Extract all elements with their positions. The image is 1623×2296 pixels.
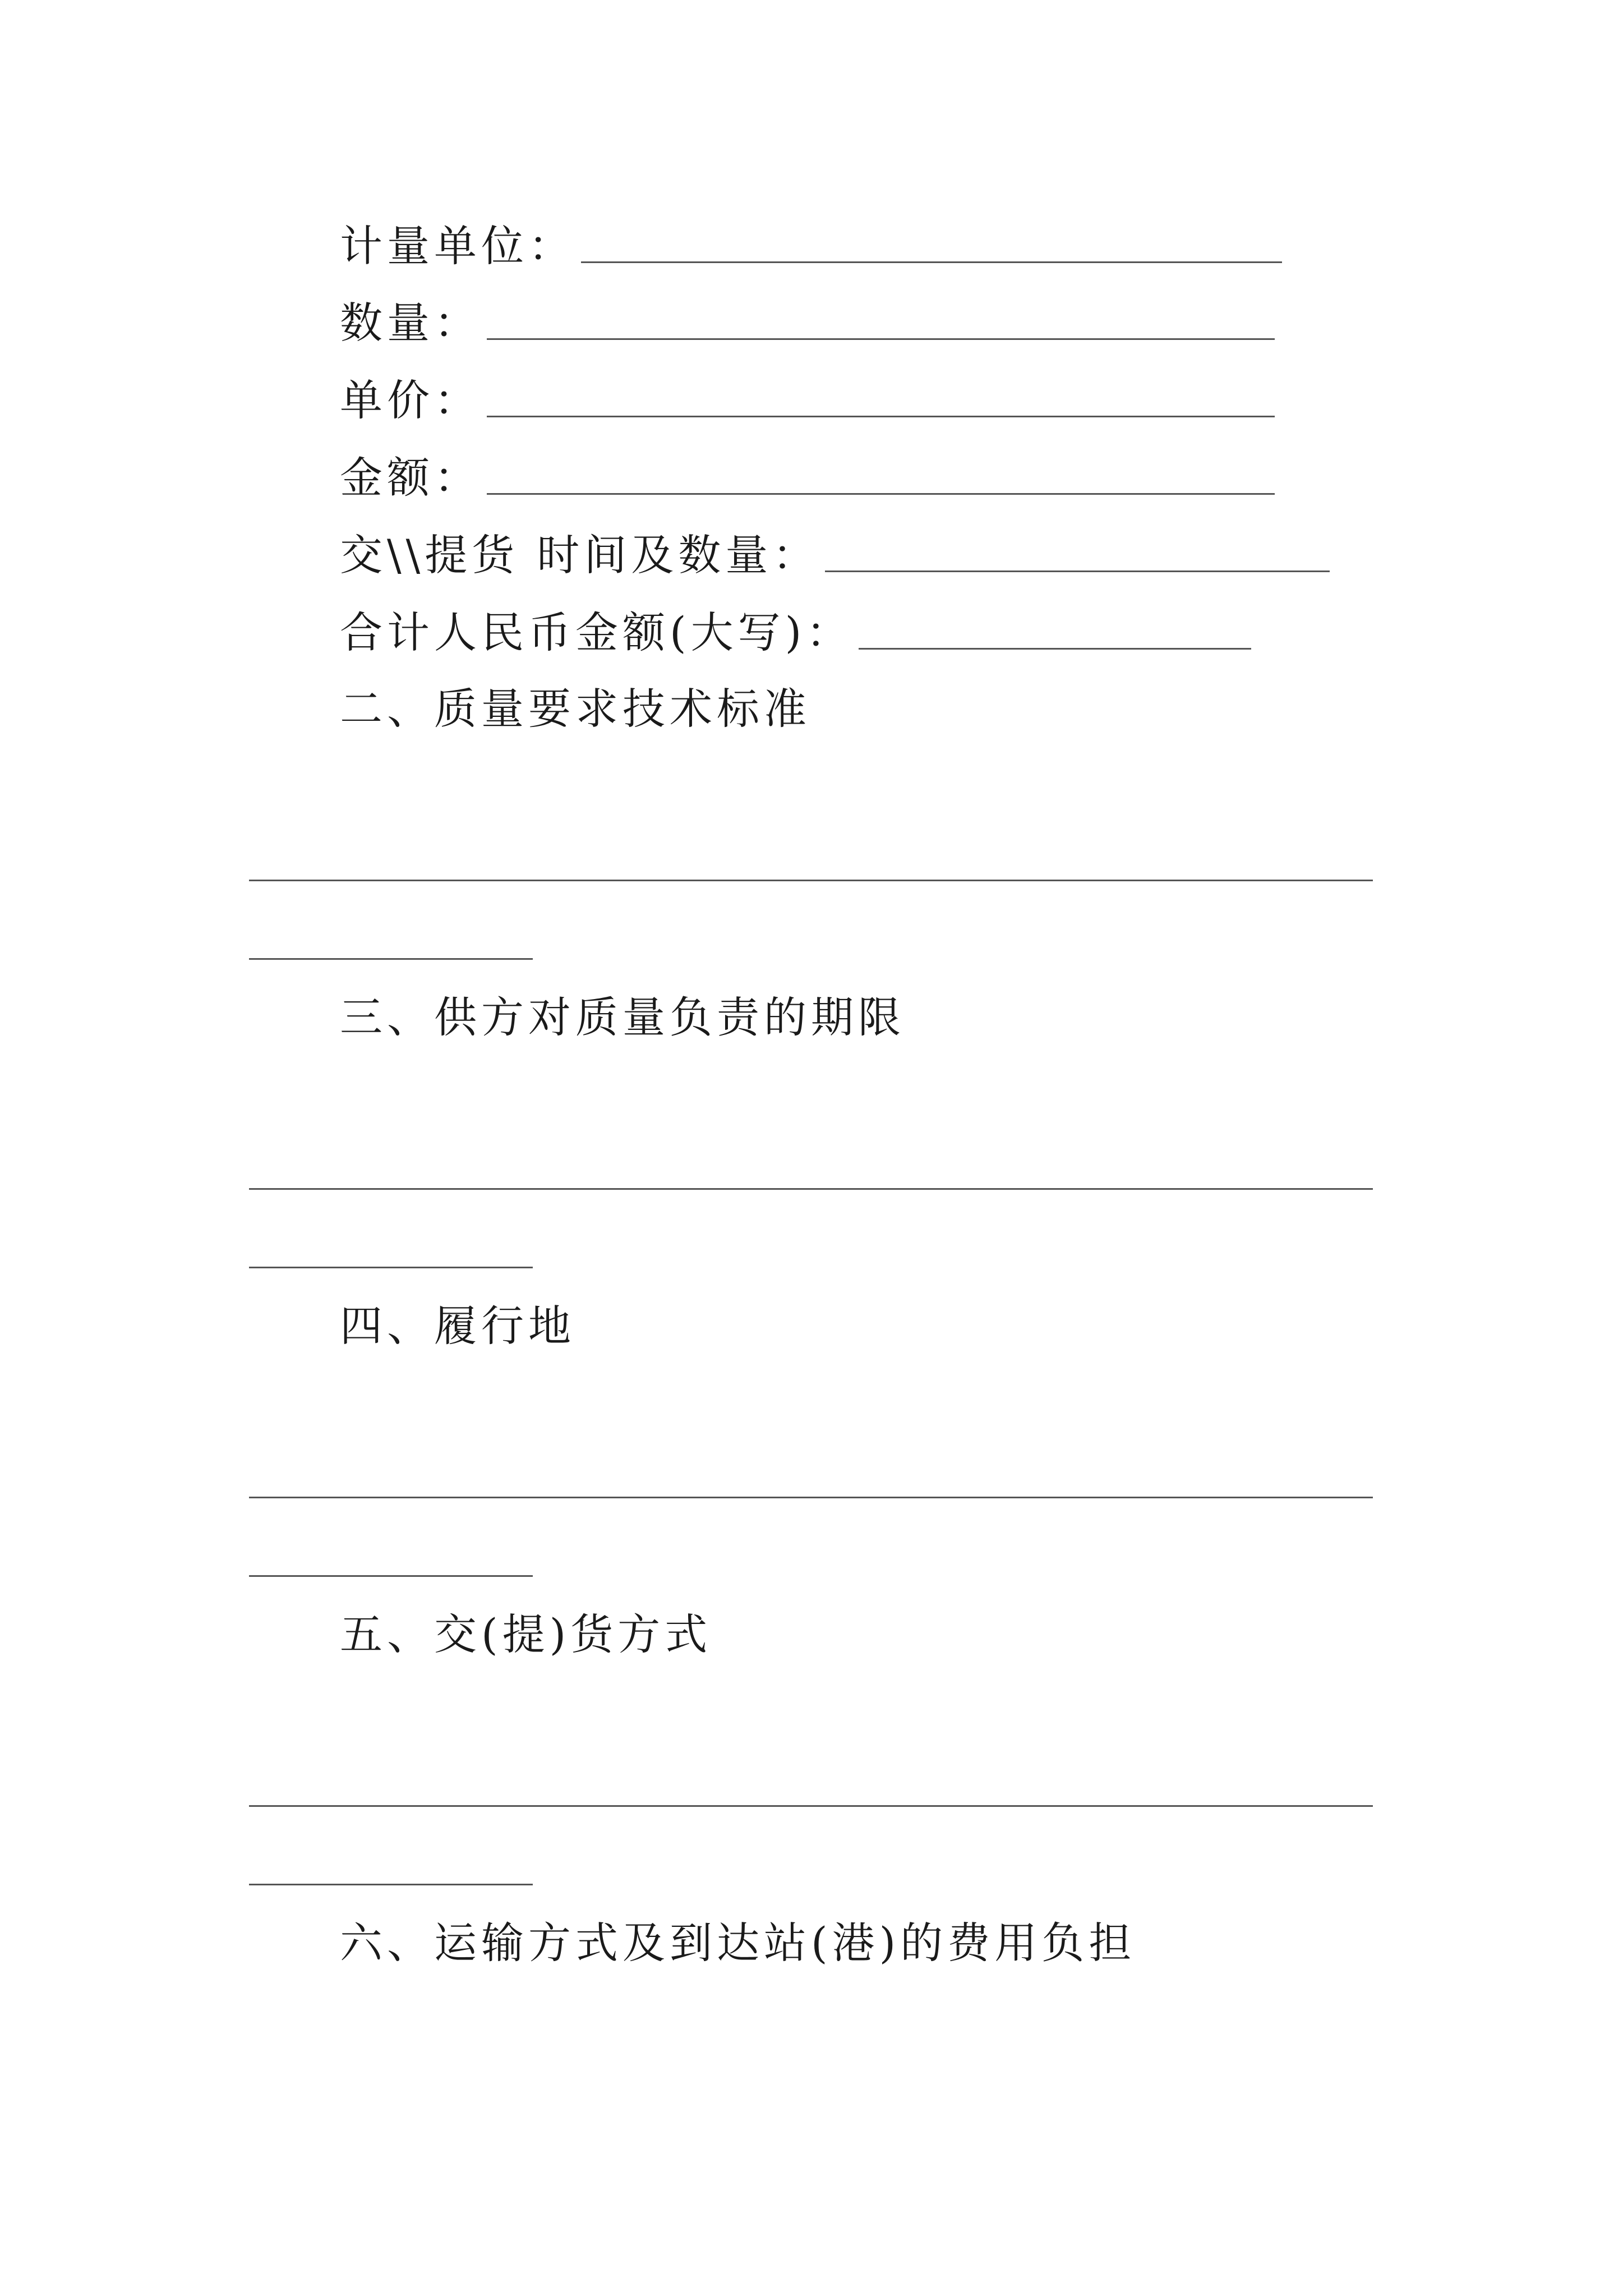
field-unit-of-measure	[340, 210, 1282, 272]
field-label: 交\\提货 时间及数量：	[340, 530, 820, 580]
fill-in-blank[interactable]	[581, 261, 1282, 263]
section-heading-quality-period: 三、供方对质量负责的期限	[340, 992, 905, 1042]
fill-in-line[interactable]	[249, 1497, 1373, 1498]
field-delivery-time-quantity	[340, 519, 1330, 581]
field-unit-price	[340, 365, 1275, 426]
section-heading-transport-costs: 六、运输方式及到达站(港)的费用负担	[340, 1918, 1136, 1968]
fill-in-line[interactable]	[249, 880, 1373, 881]
field-label: 金额：	[340, 453, 481, 503]
field-label: 数量：	[340, 298, 481, 348]
section-heading-delivery-method: 五、交(提)货方式	[340, 1609, 712, 1659]
field-total-amount-in-words	[340, 597, 1251, 659]
section-heading-quality-standard: 二、质量要求技术标准	[340, 684, 811, 734]
field-quantity	[340, 287, 1275, 349]
fill-in-line[interactable]	[249, 1884, 533, 1885]
fill-in-line[interactable]	[249, 958, 533, 960]
fill-in-blank[interactable]	[487, 338, 1275, 340]
fill-in-line[interactable]	[249, 1188, 1373, 1190]
field-label: 单价：	[340, 375, 481, 425]
fill-in-line[interactable]	[249, 1805, 1373, 1807]
field-label: 合计人民币金额(大写)：	[340, 608, 854, 657]
section-heading-place-of-performance: 四、履行地	[340, 1301, 575, 1351]
fill-in-line[interactable]	[249, 1267, 533, 1268]
fill-in-blank[interactable]	[487, 416, 1275, 417]
fill-in-blank[interactable]	[487, 493, 1275, 495]
fill-in-blank[interactable]	[825, 570, 1330, 572]
fill-in-blank[interactable]	[859, 648, 1251, 650]
field-label: 计量单位：	[340, 221, 575, 271]
field-amount	[340, 442, 1275, 504]
fill-in-line[interactable]	[249, 1575, 533, 1577]
